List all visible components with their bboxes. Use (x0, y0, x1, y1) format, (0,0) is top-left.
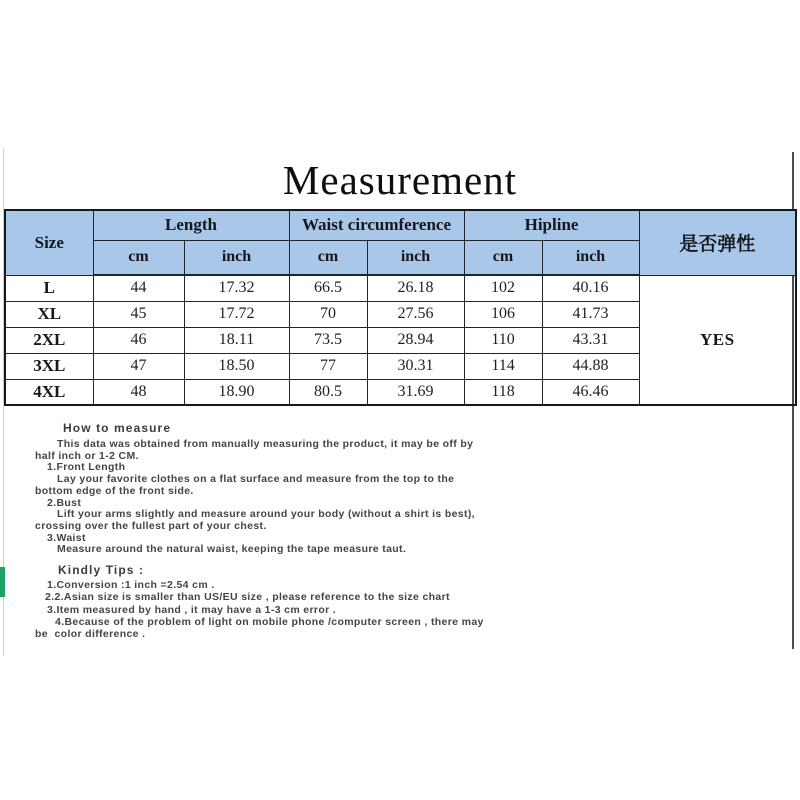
tips-line: be color difference . (35, 628, 146, 641)
howto-line: Measure around the natural waist, keeping the tape measure taut. (57, 543, 407, 556)
hipline-inch-value: 46.46 (542, 379, 639, 405)
how-to-measure-heading: How to measure (63, 421, 172, 435)
hipline-inch-value: 43.31 (542, 327, 639, 353)
length-cm-value: 45 (93, 301, 184, 327)
hipline-cm-value: 106 (464, 301, 542, 327)
hipline-cm-value: 118 (464, 379, 542, 405)
tips-line: 2.2.Asian size is smaller than US/EU size , please reference to the size chart (45, 591, 450, 604)
hipline-group-header: Hipline (464, 210, 639, 240)
howto-line: Lay your favorite clothes on a flat surface and measure from the top to the (57, 473, 455, 486)
howto-line: 2.Bust (47, 496, 82, 509)
howto-line: 1.Front Length (47, 461, 126, 474)
howto-line: 3.Waist (47, 531, 86, 544)
waist-cm-header: cm (289, 240, 367, 275)
length-inch-value: 18.50 (184, 353, 289, 379)
waist-inch-header: inch (367, 240, 464, 275)
waist-cm-value: 73.5 (289, 327, 367, 353)
length-cm-value: 48 (93, 379, 184, 405)
waist-inch-value: 27.56 (367, 301, 464, 327)
hipline-inch-header: inch (542, 240, 639, 275)
tips-line: 3.Item measured by hand , it may have a 1-3 cm error . (47, 603, 337, 616)
size-cell: L (5, 275, 93, 301)
hipline-cm-value: 110 (464, 327, 542, 353)
green-edge-marker (0, 567, 5, 597)
waist-cm-value: 66.5 (289, 275, 367, 301)
elastic-value-cell: YES (639, 275, 796, 405)
kindly-tips-section (35, 563, 575, 640)
waist-inch-value: 28.94 (367, 327, 464, 353)
size-column-header: Size (5, 210, 93, 275)
length-inch-value: 17.72 (184, 301, 289, 327)
size-cell: 3XL (5, 353, 93, 379)
waist-cm-value: 80.5 (289, 379, 367, 405)
waist-inch-value: 30.31 (367, 353, 464, 379)
howto-line: Lift your arms slightly and measure around your body (without a shirt is best), (57, 508, 475, 521)
length-cm-value: 44 (93, 275, 184, 301)
length-inch-value: 18.90 (184, 379, 289, 405)
length-cm-value: 46 (93, 327, 184, 353)
length-inch-value: 18.11 (184, 327, 289, 353)
size-cell: XL (5, 301, 93, 327)
size-cell: 2XL (5, 327, 93, 353)
measurement-table (4, 209, 797, 406)
kindly-tips-heading: Kindly Tips : (58, 563, 145, 577)
tips-line: 1.Conversion :1 inch =2.54 cm . (47, 579, 215, 591)
page-title: Measurement (282, 157, 518, 203)
hipline-inch-value: 44.88 (542, 353, 639, 379)
hipline-inch-value: 40.16 (542, 275, 639, 301)
hipline-cm-header: cm (464, 240, 542, 275)
hipline-cm-value: 114 (464, 353, 542, 379)
hipline-inch-value: 41.73 (542, 301, 639, 327)
waist-inch-value: 26.18 (367, 275, 464, 301)
size-cell: 4XL (5, 379, 93, 405)
howto-line: bottom edge of the front side. (35, 484, 194, 497)
howto-line: This data was obtained from manually measuring the product, it may be off by (57, 438, 474, 450)
tips-line: 4.Because of the problem of light on mobile phone /computer screen , there may (55, 615, 484, 628)
table-row (5, 275, 796, 301)
length-cm-value: 47 (93, 353, 184, 379)
howto-line: half inch or 1-2 CM. (35, 449, 139, 462)
length-inch-value: 17.32 (184, 275, 289, 301)
waist-inch-value: 31.69 (367, 379, 464, 405)
how-to-measure-section (35, 421, 575, 556)
length-group-header: Length (93, 210, 289, 240)
length-inch-header: inch (184, 240, 289, 275)
waist-group-header: Waist circumference (289, 210, 464, 240)
howto-line: crossing over the fullest part of your chest. (35, 519, 267, 532)
elastic-column-header: 是否弹性 (639, 210, 796, 275)
hipline-cm-value: 102 (464, 275, 542, 301)
waist-cm-value: 77 (289, 353, 367, 379)
length-cm-header: cm (93, 240, 184, 275)
waist-cm-value: 70 (289, 301, 367, 327)
